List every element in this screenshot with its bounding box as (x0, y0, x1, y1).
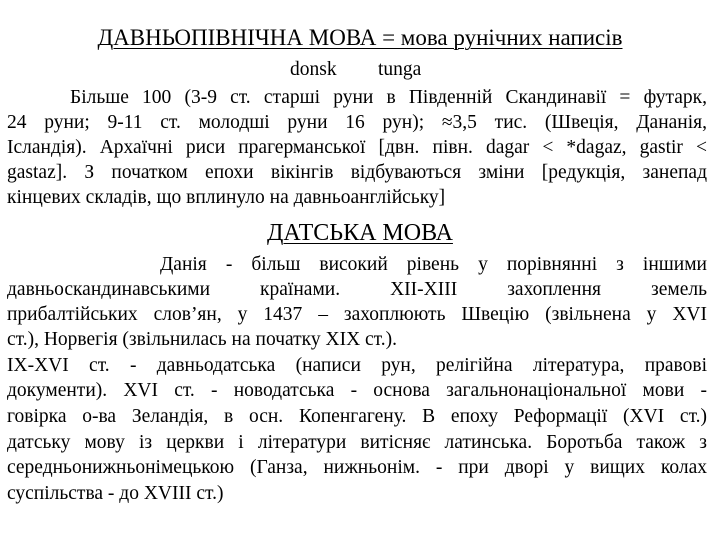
paragraph2-line-2: давньоскандинавськими країнами. XII-XIII захоплення земель (7, 279, 707, 300)
paragraph1-line-4: gastaz]. З початком епохи вікінгів відбуваються зміни [редукція, занепад (7, 162, 707, 183)
paragraph1-line-5: кінцевих складів, що вплинуло на давньоанглійську] (7, 187, 446, 208)
paragraph3-line-2: документи). XVI ст. - новодатська - основа загальнонаціональної мови - (7, 380, 707, 401)
subtitle-word-tunga: tunga (378, 59, 422, 80)
paragraph1-line-2: 24 руни; 9-11 ст. молодші руни 16 рун); ≈3,5 тис. (Швеція, Дананія, (7, 112, 707, 133)
paragraph3-line-4: датську мову із церкви і літератури витісняє латинська. Боротьба також з (7, 432, 707, 453)
paragraph3-line-3: говірка о-ва Зеландія, в осн. Копенгагену. В епоху Реформації (XVI ст.) (7, 406, 707, 427)
paragraph3-line-1: IX-XVI ст. - давньодатська (написи рун, релігійна література, правові (7, 355, 707, 376)
paragraph2-line-4: ст.), Норвегія (звільнилась на початку XIX ст.). (7, 329, 397, 350)
paragraph3-line-5: середньонижньонімецькою (Ганза, нижньонім. - при дворі у вищих колах (7, 457, 707, 478)
paragraph1-line-1: Більше 100 (3-9 ст. старші руни в Південній Скандинавії = футарк, (70, 87, 707, 108)
paragraph3-line-6: суспільства - до XVIII ст.) (7, 483, 224, 504)
paragraph2-line-3: прибалтійських слов’ян, у 1437 – захоплюють Швецію (звільнена у XVI (7, 304, 707, 325)
subtitle-word-donsk: donsk (290, 59, 337, 80)
paragraph1-line-3: Ісландія). Архаїчні риси прагерманської [двн. півн. dagar < *dagaz, gastir < (7, 137, 707, 158)
heading-old-norse: ДАВНЬОПІВНІЧНА МОВА = мова рунічних написів (97, 25, 623, 50)
paragraph2-line-1: Данія - більш високий рівень у порівнянні з іншими (160, 254, 707, 275)
heading-danish-language: ДАТСЬКА МОВА (267, 220, 453, 246)
